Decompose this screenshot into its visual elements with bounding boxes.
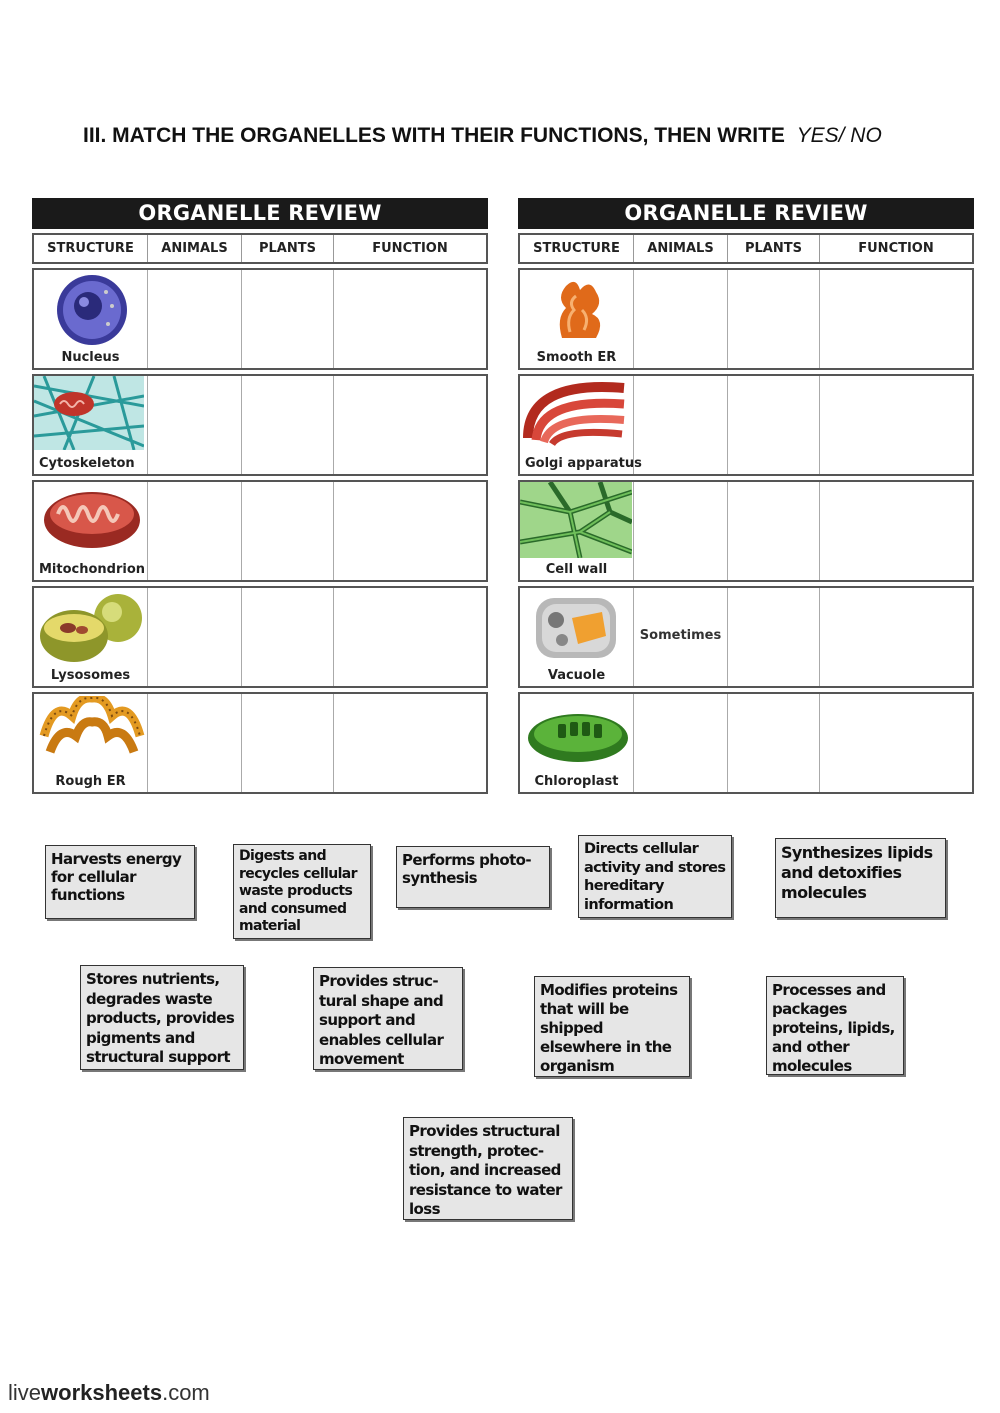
animals-cell[interactable] [148, 270, 242, 368]
function-cell[interactable] [334, 482, 486, 580]
logo-brand: worksheets [41, 1380, 163, 1405]
structure-label: Cell wall [545, 562, 608, 577]
table-row [518, 692, 974, 794]
structure-cell [520, 482, 634, 580]
table-row [32, 268, 488, 370]
function-card[interactable]: Provides struc-tural shape and support and enables cellular movement [313, 967, 463, 1070]
mitochondrion-icon [36, 484, 146, 558]
function-card[interactable]: Processes and packages proteins, lipids, and other molecules [766, 976, 904, 1075]
animals-cell[interactable] [634, 694, 728, 792]
header-structure: STRUCTURE [34, 235, 148, 262]
animals-cell[interactable] [634, 588, 728, 686]
function-cell[interactable] [334, 694, 486, 792]
table-row [32, 586, 488, 688]
chloroplast-icon [522, 696, 632, 772]
organelle-review-left [32, 198, 488, 798]
table-row [518, 268, 974, 370]
liveworksheets-logo [8, 1380, 210, 1406]
organelle-review-right [518, 198, 974, 798]
logo-suffix: .com [162, 1380, 210, 1405]
function-cell[interactable] [820, 694, 972, 792]
nucleus-icon [36, 272, 146, 348]
animals-cell[interactable] [634, 482, 728, 580]
header-plants: PLANTS [728, 235, 820, 262]
header-function: FUNCTION [858, 241, 934, 256]
header-animals: ANIMALS [634, 235, 728, 262]
structure-label: Smooth ER [536, 350, 617, 365]
cytoskeleton-icon [34, 376, 144, 450]
header-animals: ANIMALS [148, 235, 242, 262]
plants-cell[interactable] [728, 588, 820, 686]
function-cell[interactable] [820, 588, 972, 686]
structure-cell [520, 588, 634, 686]
cell-wall-icon [520, 482, 632, 558]
structure-cell [520, 376, 642, 474]
table-header [518, 233, 974, 264]
smooth-er-icon [522, 272, 632, 348]
header-plants: PLANTS [242, 235, 334, 262]
table-row [518, 586, 974, 688]
function-cell[interactable] [334, 270, 486, 368]
structure-cell [34, 270, 148, 368]
function-cell[interactable] [820, 270, 972, 368]
animals-cell[interactable] [634, 270, 728, 368]
plants-cell[interactable] [242, 588, 334, 686]
structure-label: Nucleus [61, 350, 120, 365]
structure-label: Golgi apparatus [525, 456, 642, 471]
table-row [518, 374, 974, 476]
structure-cell [34, 482, 148, 580]
animals-cell[interactable] [148, 588, 242, 686]
table-row [32, 374, 488, 476]
table-header [32, 233, 488, 264]
structure-label: Mitochondrion [39, 562, 146, 577]
structure-label: Lysosomes [50, 668, 131, 683]
animals-cell[interactable] [148, 376, 242, 474]
structure-cell [520, 694, 634, 792]
structure-label: Chloroplast [534, 774, 619, 789]
structure-label: Vacuole [547, 668, 606, 683]
plants-cell[interactable] [728, 270, 820, 368]
animals-cell[interactable] [634, 376, 728, 474]
function-card[interactable]: Modifies proteins that will be shipped elsewhere in the organism [534, 976, 690, 1077]
plants-cell[interactable] [728, 482, 820, 580]
instruction-text: III. MATCH THE ORGANELLES WITH THEIR FUNCTIONS, THEN WRITE [83, 124, 785, 147]
plants-cell[interactable] [242, 694, 334, 792]
function-card[interactable]: Provides structural strength, protec-tion, and increased resistance to water loss [403, 1117, 573, 1220]
animals-answer: Sometimes [639, 628, 722, 643]
function-cell[interactable] [820, 376, 972, 474]
function-card[interactable]: Performs photo-synthesis [396, 846, 550, 908]
function-card[interactable]: Stores nutrients, degrades waste products, provides pigments and structural support [80, 965, 244, 1070]
structure-cell [520, 270, 634, 368]
instruction [83, 118, 933, 154]
function-card[interactable]: Directs cellular activity and stores hereditary information [578, 835, 732, 918]
plants-cell[interactable] [728, 694, 820, 792]
panel-title: ORGANELLE REVIEW [518, 198, 974, 229]
structure-label: Cytoskeleton [39, 456, 135, 471]
function-cell[interactable] [820, 482, 972, 580]
function-cell[interactable] [334, 376, 486, 474]
golgi-apparatus-icon [522, 378, 632, 454]
table-row [32, 692, 488, 794]
function-card[interactable]: Synthesizes lipids and detoxifies molecules [775, 838, 946, 918]
vacuole-icon [522, 590, 632, 666]
rough-er-icon [36, 696, 146, 770]
plants-cell[interactable] [728, 376, 820, 474]
structure-cell [34, 376, 148, 474]
table-row [518, 480, 974, 582]
structure-label: Rough ER [55, 774, 126, 789]
animals-cell[interactable] [148, 482, 242, 580]
header-structure: STRUCTURE [520, 235, 634, 262]
function-card[interactable]: Harvests energy for cellular functions [45, 845, 195, 919]
function-card[interactable]: Digests and recycles cellular waste products and consumed material [233, 844, 371, 939]
animals-cell[interactable] [148, 694, 242, 792]
yes-no-label: YES/ NO [796, 124, 882, 147]
logo-prefix: live [8, 1380, 42, 1405]
function-cell[interactable] [334, 588, 486, 686]
structure-cell [34, 694, 148, 792]
structure-cell [34, 588, 148, 686]
plants-cell[interactable] [242, 482, 334, 580]
table-row [32, 480, 488, 582]
panel-title: ORGANELLE REVIEW [32, 198, 488, 229]
header-function: FUNCTION [372, 241, 448, 256]
lysosomes-icon [36, 590, 146, 664]
plants-cell[interactable] [242, 376, 334, 474]
plants-cell[interactable] [242, 270, 334, 368]
